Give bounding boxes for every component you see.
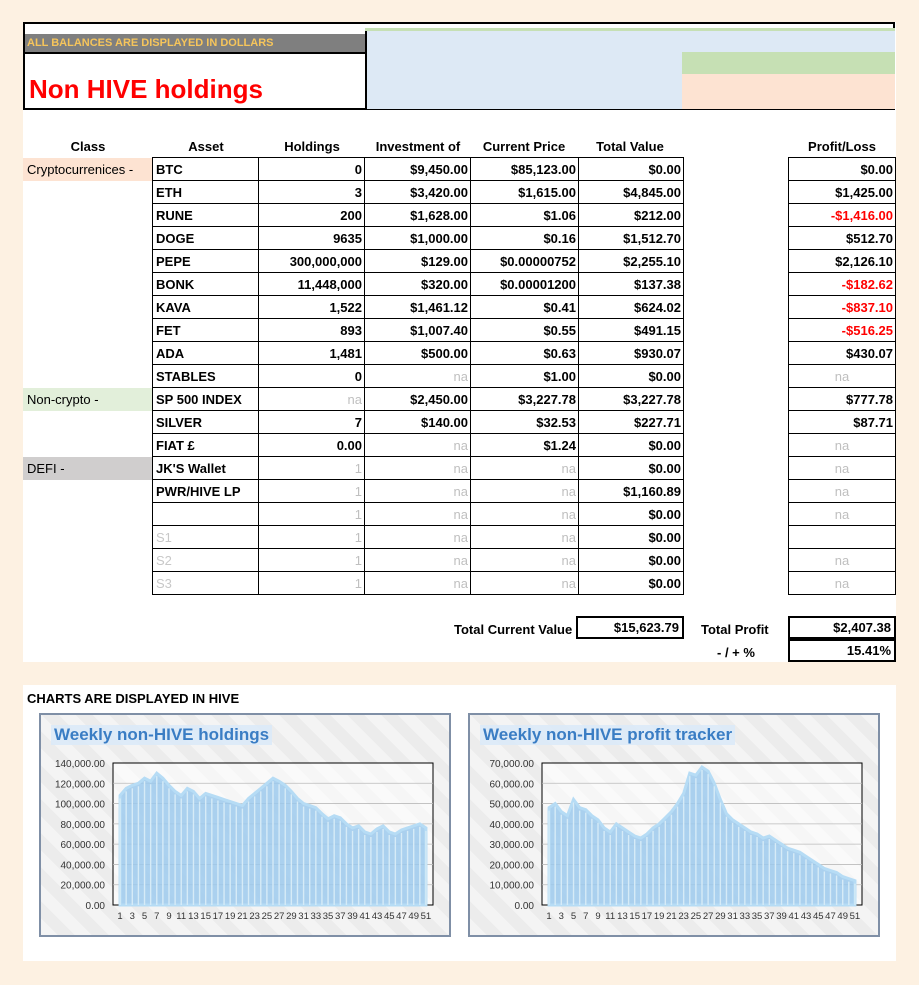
spacer-cell [684, 342, 789, 365]
x-tick-label: 39 [776, 911, 787, 922]
x-tick-label: 29 [286, 911, 297, 922]
x-tick-label: 15 [200, 911, 211, 922]
holdings-chart-svg [41, 715, 449, 935]
x-tick-label: 1 [117, 911, 123, 922]
cell-holdings[interactable]: 1 [259, 572, 365, 595]
x-tick-label: 43 [800, 911, 812, 922]
cell-holdings[interactable]: 1 [259, 480, 365, 503]
cell-investment[interactable]: $1,461.12 [365, 296, 471, 319]
cell-investment[interactable]: $500.00 [365, 342, 471, 365]
total-current-label: Total Current Value [454, 622, 573, 637]
cell-total[interactable]: $1,160.89 [579, 480, 684, 503]
table-row [153, 411, 896, 434]
spacer-cell [684, 158, 789, 181]
cell-asset[interactable]: DOGE [153, 227, 259, 250]
cell-investment[interactable]: na [365, 549, 471, 572]
cell-investment[interactable]: $3,420.00 [365, 181, 471, 204]
cell-asset[interactable]: RUNE [153, 204, 259, 227]
cell-pl[interactable]: $512.70 [789, 227, 896, 250]
spacer-cell [684, 457, 789, 480]
y-tick-label: 120,000.00 [54, 779, 105, 791]
cell-holdings[interactable]: 1 [259, 503, 365, 526]
cell-pl[interactable]: $87.71 [789, 411, 896, 434]
banner-rule [25, 52, 365, 54]
spacer-cell [684, 480, 789, 503]
x-tick-label: 3 [129, 911, 135, 922]
y-tick-label: 30,000.00 [489, 840, 534, 852]
cell-price[interactable]: $0.16 [471, 227, 579, 250]
x-tick-label: 17 [641, 911, 653, 922]
cell-pl[interactable]: $777.78 [789, 388, 896, 411]
table-row [153, 503, 896, 526]
x-tick-label: 45 [383, 911, 395, 922]
holdings-chart[interactable] [39, 713, 451, 937]
cell-holdings[interactable]: 300,000,000 [259, 250, 365, 273]
cell-investment[interactable]: na [365, 457, 471, 480]
cell-price[interactable]: na [471, 526, 579, 549]
banner-green-panel [682, 52, 895, 74]
cell-price[interactable]: $32.53 [471, 411, 579, 434]
x-tick-label: 37 [335, 911, 346, 922]
x-tick-label: 9 [166, 911, 172, 922]
pct-label: - / + % [717, 645, 755, 660]
cell-asset[interactable]: JK'S Wallet [153, 457, 259, 480]
cell-total[interactable]: $0.00 [579, 572, 684, 595]
header-investment: Investment of [375, 139, 461, 154]
cell-holdings[interactable]: 1 [259, 457, 365, 480]
x-tick-label: 27 [273, 911, 285, 922]
cell-asset[interactable]: SP 500 INDEX [153, 388, 259, 411]
class-defi: DEFI - [23, 457, 152, 480]
y-tick-label: 10,000.00 [489, 880, 534, 892]
header-holdings: Holdings [284, 139, 340, 154]
cell-total[interactable]: $1,512.70 [579, 227, 684, 250]
spacer-cell [684, 204, 789, 227]
cell-asset[interactable]: PWR/HIVE LP [153, 480, 259, 503]
cell-holdings[interactable]: 11,448,000 [259, 273, 365, 296]
profit-chart[interactable] [468, 713, 880, 937]
spacer-cell [684, 227, 789, 250]
total-profit-value[interactable]: $2,407.38 [788, 616, 896, 639]
cell-asset[interactable]: S1 [153, 526, 259, 549]
header-price: Current Price [482, 139, 566, 154]
table-row [153, 549, 896, 572]
cell-pl[interactable]: na [789, 365, 896, 388]
header-class: Class [70, 139, 106, 154]
cell-asset[interactable]: STABLES [153, 365, 259, 388]
cell-total[interactable]: $0.00 [579, 457, 684, 480]
x-tick-label: 35 [751, 911, 763, 922]
cell-asset[interactable]: S2 [153, 549, 259, 572]
spacer-cell [684, 411, 789, 434]
x-tick-label: 29 [715, 911, 726, 922]
cell-price[interactable]: $85,123.00 [471, 158, 579, 181]
table-row [153, 204, 896, 227]
cell-total[interactable]: $137.38 [579, 273, 684, 296]
cell-pl[interactable]: $0.00 [789, 158, 896, 181]
table-row [153, 457, 896, 480]
x-tick-label: 49 [837, 911, 848, 922]
cell-price[interactable]: $0.00000752 [471, 250, 579, 273]
cell-total[interactable]: $0.00 [579, 365, 684, 388]
cell-holdings[interactable]: 1,481 [259, 342, 365, 365]
x-tick-label: 13 [617, 911, 628, 922]
cell-investment[interactable]: $9,450.00 [365, 158, 471, 181]
charts-heading: CHARTS ARE DISPLAYED IN HIVE [27, 691, 240, 706]
table-row [153, 227, 896, 250]
x-tick-label: 21 [237, 911, 248, 922]
cell-investment[interactable]: na [365, 526, 471, 549]
charts-section [23, 685, 896, 961]
y-tick-label: 20,000.00 [60, 880, 105, 892]
x-tick-label: 19 [224, 911, 236, 922]
table-row [153, 158, 896, 181]
cell-asset[interactable] [153, 503, 259, 526]
x-tick-label: 25 [690, 911, 702, 922]
x-tick-label: 17 [212, 911, 224, 922]
cell-investment[interactable]: $140.00 [365, 411, 471, 434]
cell-total[interactable]: $227.71 [579, 411, 684, 434]
cell-pl[interactable] [789, 526, 896, 549]
cell-investment[interactable]: na [365, 572, 471, 595]
x-tick-label: 7 [583, 911, 589, 922]
cell-holdings[interactable]: 200 [259, 204, 365, 227]
cell-asset[interactable]: PEPE [153, 250, 259, 273]
banner [23, 22, 895, 110]
cell-total[interactable]: $930.07 [579, 342, 684, 365]
x-tick-label: 51 [420, 911, 432, 922]
x-tick-label: 49 [408, 911, 419, 922]
cell-asset[interactable]: SILVER [153, 411, 259, 434]
cell-investment[interactable]: $1,000.00 [365, 227, 471, 250]
x-tick-label: 41 [359, 911, 371, 922]
cell-investment[interactable]: na [365, 480, 471, 503]
spacer-cell [684, 434, 789, 457]
pct-value[interactable]: 15.41% [788, 639, 896, 662]
x-tick-label: 5 [141, 911, 148, 922]
holdings-table [152, 157, 896, 595]
cell-price[interactable]: $1.00 [471, 365, 579, 388]
cell-price[interactable]: $3,227.78 [471, 388, 579, 411]
y-tick-label: 0.00 [85, 901, 105, 912]
cell-pl[interactable]: na [789, 457, 896, 480]
cell-price[interactable]: na [471, 480, 579, 503]
cell-total[interactable]: $0.00 [579, 503, 684, 526]
cell-total[interactable]: $3,227.78 [579, 388, 684, 411]
x-tick-label: 33 [310, 911, 322, 922]
y-tick-label: 20,000.00 [489, 860, 534, 872]
cell-asset[interactable]: BTC [153, 158, 259, 181]
cell-holdings[interactable]: 9635 [259, 227, 365, 250]
x-tick-label: 3 [558, 911, 564, 922]
x-tick-label: 7 [154, 911, 160, 922]
class-non-crypto: Non-crypto - [23, 388, 152, 411]
cell-asset[interactable]: FIAT £ [153, 434, 259, 457]
cell-pl[interactable]: -$182.62 [789, 273, 896, 296]
cell-asset[interactable]: ETH [153, 181, 259, 204]
header-total: Total Value [596, 139, 664, 154]
x-tick-label: 15 [629, 911, 640, 922]
x-tick-label: 21 [666, 911, 677, 922]
table-row [153, 296, 896, 319]
x-tick-label: 47 [825, 911, 836, 922]
spacer-cell [684, 296, 789, 319]
cell-investment[interactable]: $129.00 [365, 250, 471, 273]
total-profit-label: Total Profit [701, 622, 769, 637]
x-tick-label: 37 [764, 911, 775, 922]
cell-investment[interactable]: na [365, 365, 471, 388]
x-tick-label: 39 [347, 911, 358, 922]
cell-pl[interactable]: $430.07 [789, 342, 896, 365]
x-tick-label: 31 [727, 911, 738, 922]
spacer-cell [684, 319, 789, 342]
table-row [153, 342, 896, 365]
cell-holdings[interactable]: na [259, 388, 365, 411]
x-tick-label: 11 [176, 911, 187, 922]
table-row [153, 572, 896, 595]
holdings-chart-title: Weekly non-HIVE holdings [51, 725, 272, 745]
x-tick-label: 1 [546, 911, 552, 922]
cell-price[interactable]: $1.06 [471, 204, 579, 227]
y-tick-label: 60,000.00 [60, 840, 105, 852]
cell-price[interactable]: na [471, 457, 579, 480]
cell-asset[interactable]: BONK [153, 273, 259, 296]
cell-asset[interactable]: KAVA [153, 296, 259, 319]
y-tick-label: 50,000.00 [489, 799, 534, 811]
cell-total[interactable]: $4,845.00 [579, 181, 684, 204]
spacer-cell [684, 526, 789, 549]
cell-holdings[interactable]: 3 [259, 181, 365, 204]
header-profit-loss: Profit/Loss [808, 139, 876, 154]
spacer-cell [684, 273, 789, 296]
cell-asset[interactable]: S3 [153, 572, 259, 595]
cell-pl[interactable]: na [789, 549, 896, 572]
cell-holdings[interactable]: 0.00 [259, 434, 365, 457]
cell-price[interactable]: na [471, 572, 579, 595]
y-tick-label: 140,000.00 [54, 759, 105, 770]
cell-pl[interactable]: -$1,416.00 [789, 204, 896, 227]
y-tick-label: 40,000.00 [60, 860, 105, 872]
table-row [153, 365, 896, 388]
x-tick-label: 19 [653, 911, 665, 922]
cell-pl[interactable]: $2,126.10 [789, 250, 896, 273]
y-tick-label: 0.00 [514, 901, 534, 912]
cell-investment[interactable]: $1,007.40 [365, 319, 471, 342]
spacer-cell [684, 181, 789, 204]
cell-holdings[interactable]: 7 [259, 411, 365, 434]
cell-total[interactable]: $624.02 [579, 296, 684, 319]
x-tick-label: 11 [605, 911, 616, 922]
cell-pl[interactable]: -$837.10 [789, 296, 896, 319]
page-title: Non HIVE holdings [29, 74, 263, 104]
x-tick-label: 23 [249, 911, 260, 922]
cell-total[interactable]: $491.15 [579, 319, 684, 342]
x-tick-label: 5 [570, 911, 577, 922]
table-row [153, 526, 896, 549]
y-tick-label: 80,000.00 [60, 819, 105, 831]
cell-holdings[interactable]: 893 [259, 319, 365, 342]
x-tick-label: 33 [739, 911, 751, 922]
cell-pl[interactable]: na [789, 503, 896, 526]
cell-asset[interactable]: ADA [153, 342, 259, 365]
cell-price[interactable]: $0.55 [471, 319, 579, 342]
x-tick-label: 31 [298, 911, 309, 922]
x-tick-label: 51 [849, 911, 861, 922]
x-tick-label: 41 [788, 911, 800, 922]
x-tick-label: 25 [261, 911, 273, 922]
spacer-cell [684, 365, 789, 388]
cell-total[interactable]: $0.00 [579, 434, 684, 457]
cell-investment[interactable]: na [365, 503, 471, 526]
table-row [153, 434, 896, 457]
cell-pl[interactable]: na [789, 572, 896, 595]
table-row [153, 181, 896, 204]
cell-investment[interactable]: $1,628.00 [365, 204, 471, 227]
cell-pl[interactable]: -$516.25 [789, 319, 896, 342]
x-tick-label: 35 [322, 911, 334, 922]
cell-pl[interactable]: na [789, 480, 896, 503]
cell-total[interactable]: $212.00 [579, 204, 684, 227]
table-row [153, 319, 896, 342]
cell-price[interactable]: $1.24 [471, 434, 579, 457]
spacer-cell [684, 250, 789, 273]
cell-pl[interactable]: na [789, 434, 896, 457]
cell-price[interactable]: $0.00001200 [471, 273, 579, 296]
y-tick-label: 70,000.00 [489, 759, 534, 770]
cell-holdings[interactable]: 0 [259, 158, 365, 181]
banner-peach-panel [682, 74, 895, 109]
profit-chart-title: Weekly non-HIVE profit tracker [480, 725, 735, 745]
cell-total[interactable]: $2,255.10 [579, 250, 684, 273]
table-row [153, 388, 896, 411]
cell-asset[interactable]: FET [153, 319, 259, 342]
x-tick-label: 13 [188, 911, 199, 922]
cell-price[interactable]: na [471, 549, 579, 572]
cell-holdings[interactable]: 1,522 [259, 296, 365, 319]
y-tick-label: 40,000.00 [489, 819, 534, 831]
cell-total[interactable]: $0.00 [579, 158, 684, 181]
y-tick-label: 100,000.00 [54, 799, 105, 811]
cell-total[interactable]: $0.00 [579, 549, 684, 572]
cell-holdings[interactable]: 1 [259, 526, 365, 549]
cell-price[interactable]: na [471, 503, 579, 526]
table-row [153, 273, 896, 296]
cell-pl[interactable]: $1,425.00 [789, 181, 896, 204]
spacer-cell [684, 388, 789, 411]
cell-holdings[interactable]: 0 [259, 365, 365, 388]
cell-investment[interactable]: $2,450.00 [365, 388, 471, 411]
x-tick-label: 43 [371, 911, 383, 922]
x-tick-label: 9 [595, 911, 601, 922]
spacer-cell [684, 503, 789, 526]
total-current-value[interactable]: $15,623.79 [576, 616, 684, 639]
cell-investment[interactable]: na [365, 434, 471, 457]
spacer-cell [684, 572, 789, 595]
cell-price[interactable]: $0.63 [471, 342, 579, 365]
table-row [153, 480, 896, 503]
cell-investment[interactable]: $320.00 [365, 273, 471, 296]
x-tick-label: 27 [702, 911, 714, 922]
banner-notice: ALL BALANCES ARE DISPLAYED IN DOLLARS [25, 34, 365, 52]
header-asset: Asset [188, 139, 224, 154]
cell-total[interactable]: $0.00 [579, 526, 684, 549]
cell-price[interactable]: $0.41 [471, 296, 579, 319]
x-tick-label: 23 [678, 911, 689, 922]
class-crypto: Cryptocurrenices - [23, 158, 152, 181]
profit-chart-svg [470, 715, 878, 935]
spacer-cell [684, 549, 789, 572]
x-tick-label: 47 [396, 911, 407, 922]
cell-price[interactable]: $1,615.00 [471, 181, 579, 204]
y-tick-label: 60,000.00 [489, 779, 534, 791]
x-tick-label: 45 [812, 911, 824, 922]
cell-holdings[interactable]: 1 [259, 549, 365, 572]
table-row [153, 250, 896, 273]
